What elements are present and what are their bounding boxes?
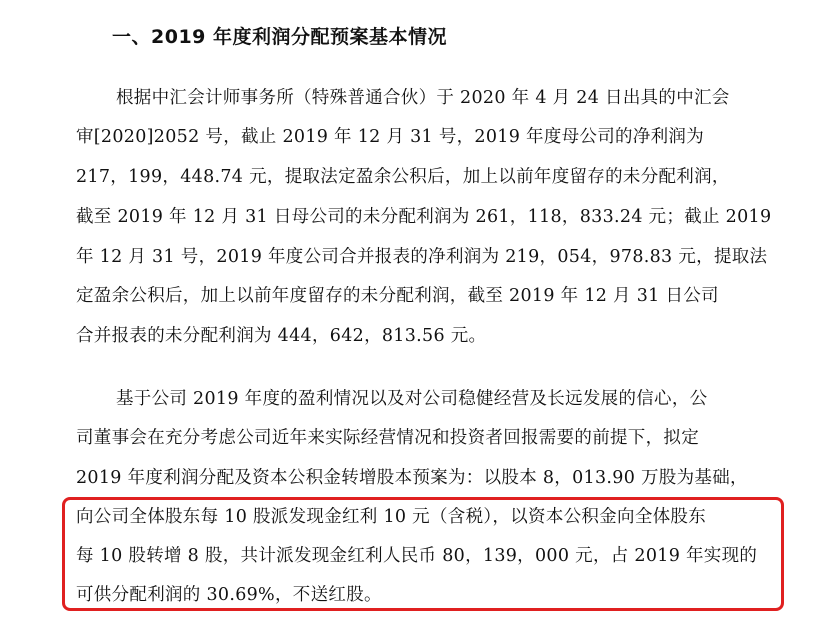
paragraph-1-line-6: 定盈余公积后，加上以前年度留存的未分配利润，截至 2019 年 12 月 31 日公司 — [76, 286, 719, 306]
paragraph-2-line-5: 每 10 股转增 8 股，共计派发现金红利人民币 80，139，000 元，占 2019 年实现的 — [76, 546, 758, 566]
paragraph-2-line-1: 基于公司 2019 年度的盈利情况以及对公司稳健经营及长远发展的信心，公 — [116, 389, 708, 409]
paragraph-1-line-4: 截至 2019 年 12 月 31 日母公司的未分配利润为 261，118，833.24 元；截止 2019 — [76, 207, 772, 227]
paragraph-1-line-1: 根据中汇会计师事务所（特殊普通合伙）于 2020 年 4 月 24 日出具的中汇会 — [116, 88, 730, 108]
paragraph-2-line-3: 2019 年度利润分配及资本公积金转增股本预案为：以股本 8，013.90 万股为基础， — [76, 468, 748, 488]
paragraph-2-line-6: 可供分配利润的 30.69%，不送红股。 — [76, 585, 382, 605]
paragraph-1-line-3: 217，199，448.74 元，提取法定盈余公积后，加上以前年度留存的未分配利润， — [76, 167, 730, 187]
paragraph-2-line-4: 向公司全体股东每 10 股派发现金红利 10 元（含税），以资本公积金向全体股东 — [76, 507, 707, 527]
paragraph-1-line-2: 审[2020]2052 号，截止 2019 年 12 月 31 号，2019 年度母公司的净利润为 — [76, 127, 705, 147]
section-heading: 一、2019 年度利润分配预案基本情况 — [112, 26, 447, 48]
paragraph-2-line-2: 司董事会在充分考虑公司近年来实际经营情况和投资者回报需要的前提下，拟定 — [76, 428, 699, 448]
highlight-annotation-box — [62, 497, 784, 611]
paragraph-1-line-7: 合并报表的未分配利润为 444，642，813.56 元。 — [76, 326, 487, 346]
paragraph-1-line-5: 年 12 月 31 号，2019 年度公司合并报表的净利润为 219，054，978.83 元，提取法 — [76, 247, 768, 267]
